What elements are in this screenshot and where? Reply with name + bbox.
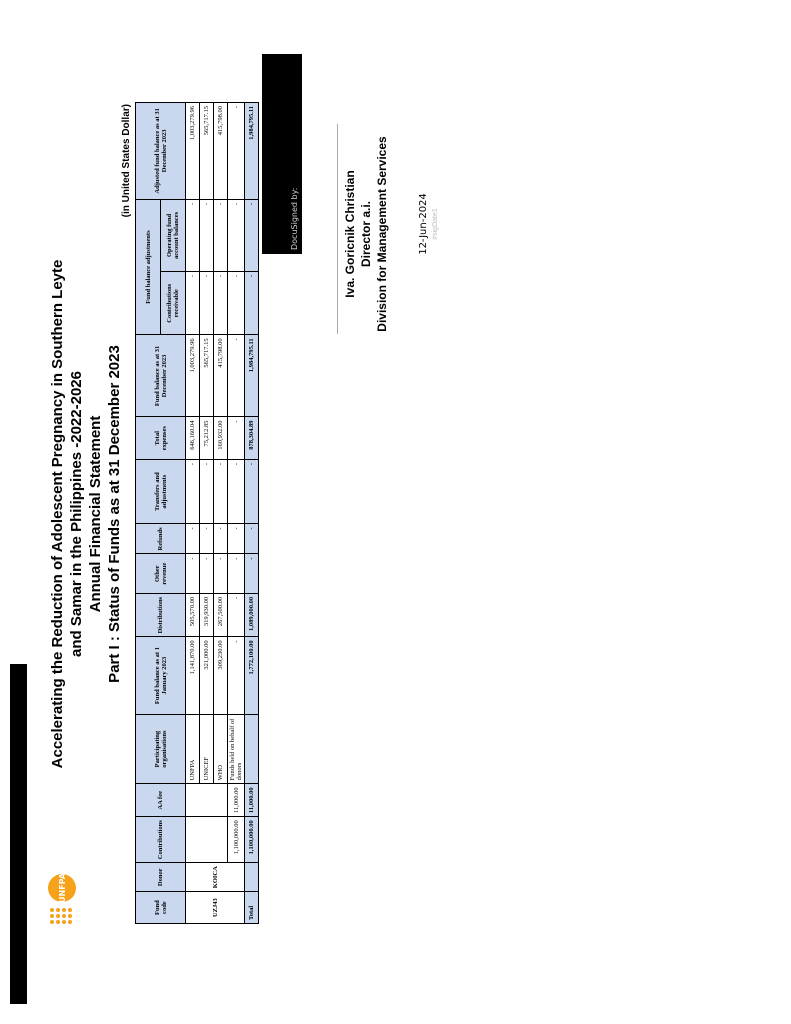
refunds-cell: - — [186, 524, 200, 554]
other-revenue-cell: - — [214, 554, 228, 593]
adj-contrib-cell: - — [228, 272, 245, 335]
total-distributions-cell: 1,089,000.00 — [245, 593, 259, 636]
unfpa-logo-icon — [48, 844, 78, 924]
total-org-cell — [245, 714, 259, 784]
total-other-revenue-cell: - — [245, 554, 259, 593]
signature-redaction — [262, 54, 302, 254]
total-adjusted-cell: 1,984,795.11 — [245, 103, 259, 200]
signature-line — [337, 124, 338, 334]
adjusted-cell: 565,717.15 — [200, 103, 214, 200]
transfers-cell: - — [228, 459, 245, 523]
table-row — [228, 103, 245, 924]
transfers-cell: - — [200, 459, 214, 523]
signer-block — [342, 84, 390, 384]
header-aa-fee: AA fee — [136, 784, 186, 817]
signer-name: Iva. Goricnik Christian — [343, 170, 357, 298]
adj-contrib-cell: - — [186, 272, 200, 335]
transfers-cell: - — [186, 459, 200, 523]
org-cell: UNFPA — [186, 714, 200, 784]
other-revenue-cell: - — [228, 554, 245, 593]
donor-contributions-cell: 1,100,000.00 — [228, 817, 245, 863]
total-transfers-cell: - — [245, 459, 259, 523]
document-title — [48, 234, 124, 794]
logo-dots — [50, 902, 74, 924]
total-row — [245, 103, 259, 924]
title-line-1: Accelerating the Reduction of Adolescent Pregnancy in Southern Leyte — [49, 259, 66, 769]
adj-operating-cell: - — [186, 199, 200, 271]
adjusted-cell: - — [228, 103, 245, 200]
fund-code-cell: UZJ43 — [186, 892, 245, 924]
other-revenue-cell: - — [200, 554, 214, 593]
expenses-cell: 160,932.00 — [214, 417, 228, 460]
opening-cell: 321,000.00 — [200, 637, 214, 714]
header-transfers: Transfers and adjustments — [136, 459, 186, 523]
closing-cell: 415,798.00 — [214, 335, 228, 417]
total-donor-cell — [245, 863, 259, 892]
distributions-cell: 319,930.00 — [200, 593, 214, 636]
total-expenses-cell: 878,304.89 — [245, 417, 259, 460]
currency-unit-label: (in United States Dollar) — [121, 104, 132, 218]
closing-cell: 565,717.15 — [200, 335, 214, 417]
total-closing-cell: 1,984,795.11 — [245, 335, 259, 417]
distributions-cell: 505,570.00 — [186, 593, 200, 636]
expenses-cell: - — [228, 417, 245, 460]
adj-operating-cell: - — [228, 199, 245, 271]
distributions-cell: - — [228, 593, 245, 636]
logo-wordmark: UNFPA — [48, 874, 76, 902]
header-operating-fund: Operating fund account balances — [161, 199, 186, 271]
header-adjusted-balance: Adjusted fund balance as at 31 December 2023 — [136, 103, 186, 200]
total-adj-contrib-cell: - — [245, 272, 259, 335]
docusign-label: DocuSigned by: — [290, 187, 299, 250]
transfers-cell: - — [214, 459, 228, 523]
contributions-cell — [186, 817, 228, 863]
adjusted-cell: 1,003,279.96 — [186, 103, 200, 200]
adj-contrib-cell: - — [200, 272, 214, 335]
header-opening-balance: Fund balance as at 1 January 2023 — [136, 637, 186, 714]
adj-operating-cell: - — [214, 199, 228, 271]
total-refunds-cell: - — [245, 524, 259, 554]
donor-aa-fee-cell: 11,000.00 — [228, 784, 245, 817]
closing-cell: - — [228, 335, 245, 417]
header-contributions-receivable: Contributions receivable — [161, 272, 186, 335]
adj-operating-cell: - — [200, 199, 214, 271]
signer-division: Division for Management Services — [375, 136, 389, 332]
header-donor: Donor — [136, 863, 186, 892]
total-opening-cell: 1,772,100.00 — [245, 637, 259, 714]
header-closing-balance: Fund balance as at 31 December 2023 — [136, 335, 186, 417]
org-cell: UNICEF — [200, 714, 214, 784]
signature-date: 12-Jun-2024 — [418, 193, 429, 255]
title-line-4: Part I : Status of Funds as at 31 December 2023 — [106, 345, 123, 683]
header-adjustments-group: Fund balance adjustments — [136, 199, 161, 335]
signature-date-placeholder: #sigDate1 — [432, 208, 439, 240]
title-line-2: and Samar in the Philippines -2022-2026 — [68, 371, 85, 657]
expenses-cell: 75,212.85 — [200, 417, 214, 460]
total-label-cell: Total — [245, 892, 259, 924]
opening-cell: - — [228, 637, 245, 714]
total-aa-fee-cell: 11,000.00 — [245, 784, 259, 817]
closing-cell: 1,003,279.96 — [186, 335, 200, 417]
total-contributions-cell: 1,100,000.00 — [245, 817, 259, 863]
total-adj-operating-cell: - — [245, 199, 259, 271]
org-cell: Funds held on behalf of donors — [228, 714, 245, 784]
distributions-cell: 267,500.00 — [214, 593, 228, 636]
other-revenue-cell: - — [186, 554, 200, 593]
header-fund-code: Fund code — [136, 892, 186, 924]
opening-cell: 309,230.00 — [214, 637, 228, 714]
adj-contrib-cell: - — [214, 272, 228, 335]
refunds-cell: - — [214, 524, 228, 554]
header-other-revenue: Other revenue — [136, 554, 186, 593]
signer-role: Director a.i. — [359, 200, 373, 268]
org-cell: WHO — [214, 714, 228, 784]
status-of-funds-table — [135, 102, 259, 924]
donor-cell: KOICA — [186, 863, 245, 892]
expenses-cell: 646,160.04 — [186, 417, 200, 460]
refunds-cell: - — [228, 524, 245, 554]
header-total-expenses: Total expenses — [136, 417, 186, 460]
aa-fee-cell — [186, 784, 228, 817]
header-participating-organisations: Participating organisations — [136, 714, 186, 784]
header-refunds: Refunds — [136, 524, 186, 554]
table-row — [186, 103, 200, 924]
adjusted-cell: 415,798.00 — [214, 103, 228, 200]
refunds-cell: - — [200, 524, 214, 554]
header-distributions: Distributions — [136, 593, 186, 636]
header-contributions: Contributions — [136, 817, 186, 863]
table-header-row — [136, 103, 161, 924]
opening-cell: 1,141,870.00 — [186, 637, 200, 714]
redaction-bar — [10, 664, 27, 1004]
title-line-3: Annual Financial Statement — [87, 415, 104, 613]
